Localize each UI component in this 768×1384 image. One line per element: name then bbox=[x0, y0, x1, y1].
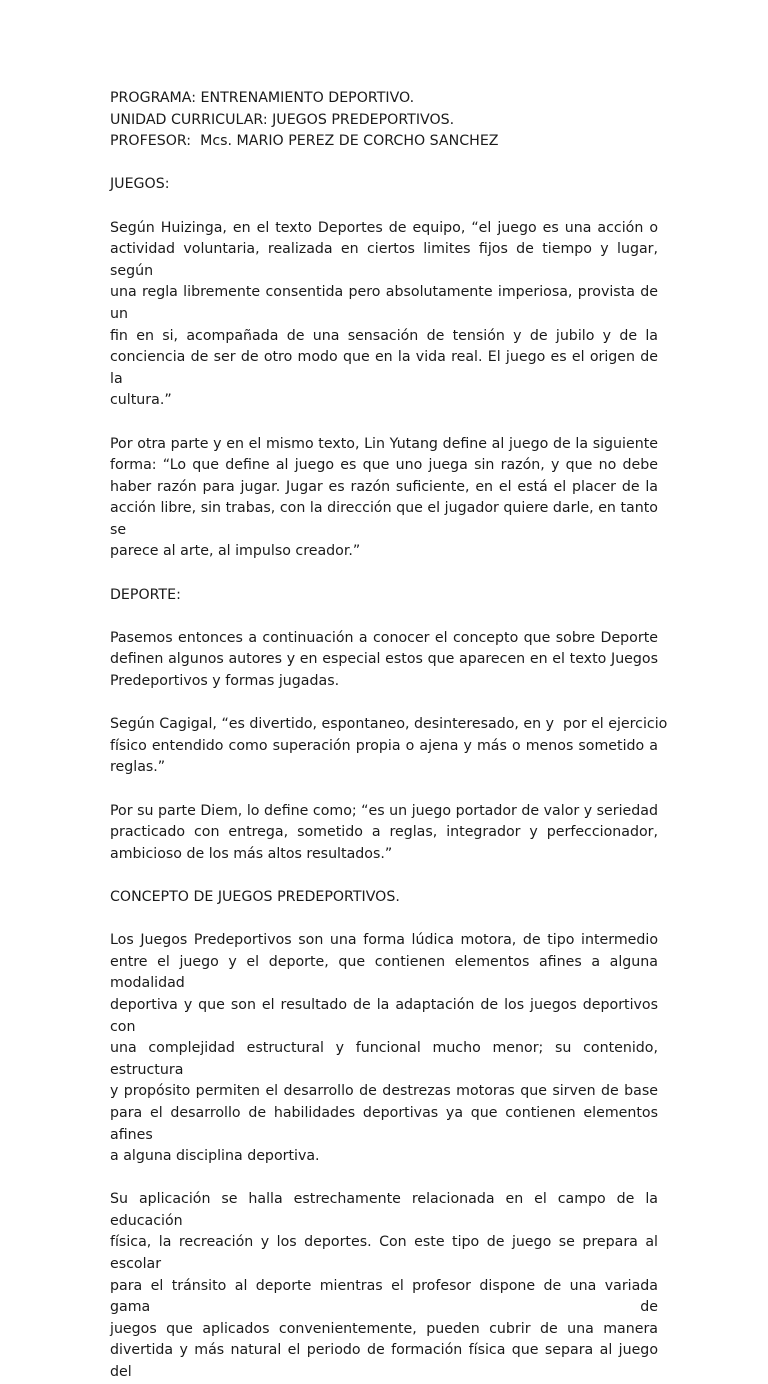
paragraph-line: para el desarrollo de habilidades deportivas ya que contienen elementos afines bbox=[110, 1104, 658, 1143]
paragraph-line: Pasemos entonces a continuación a conocer el concepto que sobre Deporte bbox=[110, 629, 658, 646]
paragraph-line: practicado con entrega, sometido a reglas, integrador y perfeccionador, bbox=[110, 824, 658, 841]
paragraph-line: para el tránsito al deporte mientras el profesor dispone de una variada gama de bbox=[110, 1277, 658, 1316]
paragraph-line: conciencia de ser de otro modo que en la vida real. El juego es el origen de la bbox=[110, 349, 658, 387]
curricular-unit-line: UNIDAD CURRICULAR: JUEGOS PREDEPORTIVOS. bbox=[110, 111, 455, 128]
paragraph-line: y propósito permiten el desarrollo de destrezas motoras que sirven de base bbox=[110, 1083, 658, 1100]
paragraph-line: una regla libremente consentida pero absolutamente imperiosa, provista de un bbox=[110, 284, 658, 322]
paragraph-line: definen algunos autores y en especial estos que aparecen en el texto Juegos bbox=[110, 651, 658, 668]
paragraph-line: forma: “Lo que define al juego es que uno juega sin razón, y que no debe bbox=[110, 457, 658, 474]
program-line: PROGRAMA: ENTRENAMIENTO DEPORTIVO. bbox=[110, 90, 415, 106]
paragraph-diem bbox=[110, 801, 658, 866]
paragraph-aplicacion bbox=[110, 1189, 658, 1383]
paragraph-line: Por su parte Diem, lo define como; “es un juego portador de valor y seriedad bbox=[110, 802, 658, 819]
paragraph-line: Según Cagigal, “es divertido, espontaneo, desinteresado, en y por el ejercicio bbox=[110, 716, 668, 733]
paragraph-lin-yutang bbox=[110, 434, 658, 564]
paragraph-line: Predeportivos y formas jugadas. bbox=[110, 673, 340, 690]
paragraph-line: fin en si, acompañada de una sensación de tensión y de jubilo y de la bbox=[110, 327, 658, 344]
paragraph-line: juegos que aplicados convenientemente, pueden cubrir de una manera bbox=[110, 1320, 658, 1337]
paragraph-line: reglas.” bbox=[110, 759, 166, 776]
paragraph-line: ambicioso de los más altos resultados.” bbox=[110, 845, 393, 862]
paragraph-line: Según Huizinga, en el texto Deportes de equipo, “el juego es una acción o bbox=[110, 219, 658, 236]
paragraph-line: entre el juego y el deporte, que contienen elementos afines a alguna modalidad bbox=[110, 953, 658, 992]
paragraph-line: cultura.” bbox=[110, 392, 172, 409]
paragraph-line: a alguna disciplina deportiva. bbox=[110, 1148, 320, 1165]
document-page bbox=[110, 88, 668, 1384]
paragraph-deporte-intro bbox=[110, 628, 658, 693]
paragraph-line: Los Juegos Predeportivos son una forma lúdica motora, de tipo intermedio bbox=[110, 932, 658, 949]
concepto-heading: CONCEPTO DE JUEGOS PREDEPORTIVOS. bbox=[110, 888, 400, 905]
paragraph-line: físico entendido como superación propia o ajena y más o menos sometido a bbox=[110, 737, 658, 754]
paragraph-cagigal bbox=[110, 714, 668, 779]
professor-line: PROFESOR: Mcs. MARIO PEREZ DE CORCHO SANCHEZ bbox=[110, 133, 499, 150]
document-header bbox=[110, 88, 658, 153]
paragraph-line: física, la recreación y los deportes. Con este tipo de juego se prepara al escolar bbox=[110, 1234, 658, 1273]
paragraph-line: actividad voluntaria, realizada en ciertos limites fijos de tiempo y lugar, según bbox=[110, 241, 658, 279]
paragraph-line: haber razón para jugar. Jugar es razón suficiente, en el está el placer de la bbox=[110, 478, 658, 495]
paragraph-line: parece al arte, al impulso creador.” bbox=[110, 543, 361, 560]
paragraph-line: Por otra parte y en el mismo texto, Lin Yutang define al juego de la siguiente bbox=[110, 435, 658, 452]
paragraph-line: divertida y más natural el periodo de formación física que separa al juego del bbox=[110, 1342, 658, 1381]
juegos-heading: JUEGOS: bbox=[110, 176, 170, 193]
paragraph-line: Su aplicación se halla estrechamente relacionada en el campo de la educación bbox=[110, 1191, 658, 1229]
paragraph-predeportivos-definition bbox=[110, 930, 658, 1168]
paragraph-line: acción libre, sin trabas, con la dirección que el jugador quiere darle, en tanto se bbox=[110, 500, 658, 538]
deporte-heading: DEPORTE: bbox=[110, 586, 181, 603]
paragraph-line: deportiva y que son el resultado de la adaptación de los juegos deportivos con bbox=[110, 996, 658, 1035]
paragraph-huizinga bbox=[110, 218, 658, 412]
paragraph-line: una complejidad estructural y funcional mucho menor; su contenido, estructura bbox=[110, 1040, 658, 1078]
